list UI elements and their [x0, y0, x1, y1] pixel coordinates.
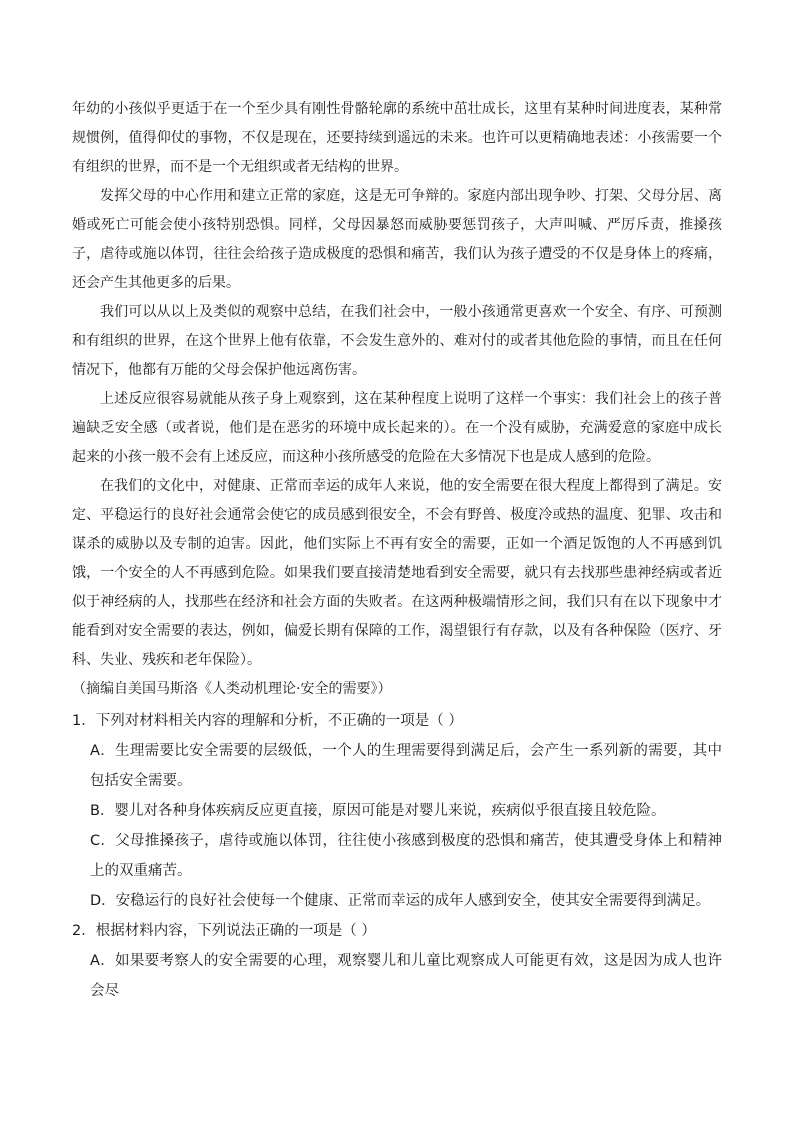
question-1 — [72, 706, 722, 916]
question-2 — [72, 916, 722, 1006]
option-b: B．婴儿对各种身体疾病反应更直接，原因可能是对婴儿来说，疾病似乎很直接且较危险。 — [90, 803, 666, 819]
document-page — [72, 95, 722, 1006]
option-c: C．父母推搡孩子，虐待或施以体罚，往往使小孩感到极度的恐惧和痛苦，使其遭受身体上和精神上的双重痛苦。 — [90, 833, 722, 879]
question-text: 下列对材料相关内容的理解和分析，不正确的一项是（ ） — [95, 713, 463, 729]
passage-paragraph-4: 上述反应很容易就能从孩子身上观察到，这在某种程度上说明了这样一个事实：我们社会上的孩子普遍缺乏安全感（或者说，他们是在恶劣的环境中成长起来的）。在一个没有威胁，充满爱意的家庭中成长起来的小孩一般不会有上述反应，而这种小孩所感受的危险在大多情况下也是成人感到的危险。 — [72, 391, 722, 465]
passage-paragraph-5: 在我们的文化中，对健康、正常而幸运的成年人来说，他的安全需要在很大程度上都得到了满足。安定、平稳运行的良好社会通常会使它的成员感到很安全，不会有野兽、极度冷或热的温度、犯罪、攻击和谋杀的威胁以及专制的迫害。因此，他们实际上不再有安全的需要，正如一个酒足饭饱的人不再感到饥饿，一个安全的人不再感到危险。如果我们要直接清楚地看到安全需要，就只有去找那些患神经病或者近似于神经病的人，找那些在经济和社会方面的失败者。在这两种极端情形之间，我们只有在以下现象中才能看到对安全需要的表达，例如，偏爱长期有保障的工作，渴望银行有存款，以及有各种保险（医疗、牙科、失业、残疾和老年保险）。 — [72, 478, 722, 668]
passage-paragraph-1: 年幼的小孩似乎更适于在一个至少具有刚性骨骼轮廓的系统中茁壮成长，这里有某种时间进度表，某种常规惯例，值得仰仗的事物，不仅是现在，还要持续到遥远的未来。也许可以更精确地表述：小孩需要一个有组织的世界，而不是一个无组织或者无结构的世界。 — [72, 101, 722, 175]
question-text: 根据材料内容，下列说法正确的一项是（ ） — [95, 923, 376, 939]
question-stem — [72, 706, 722, 736]
passage-paragraph-3: 我们可以从以上及类似的观察中总结，在我们社会中，一般小孩通常更喜欢一个安全、有序、可预测和有组织的世界，在这个世界上他有依靠，不会发生意外的、难对付的或者其他危险的事情，而且在任何情况下，他都有万能的父母会保护他远离伤害。 — [72, 304, 722, 378]
question-list — [72, 706, 722, 1006]
question-stem — [72, 916, 722, 946]
passage-paragraph-2: 发挥父母的中心作用和建立正常的家庭，这是无可争辩的。家庭内部出现争吵、打架、父母分居、离婚或死亡可能会使小孩特别恐惧。同样，父母因暴怒而威胁要惩罚孩子，大声叫喊、严厉斥责，推搡孩子，虐待或施以体罚，往往会给孩子造成极度的恐惧和痛苦，我们认为孩子遭受的不仅是身体上的疼痛，还会产生其他更多的后果。 — [72, 188, 722, 291]
option-d: D．安稳运行的良好社会使每一个健康、正常而幸运的成年人感到安全，使其安全需要得到满足。 — [90, 893, 711, 909]
question-number: 1． — [72, 713, 96, 729]
option-a: A．生理需要比安全需要的层级低，一个人的生理需要得到满足后，会产生一系列新的需要，其中包括安全需要。 — [90, 743, 722, 789]
passage-source: （摘编自美国马斯洛《人类动机理论·安全的需要》） — [72, 681, 392, 697]
option-a: A．如果要考察人的安全需要的心理，观察婴儿和儿童比观察成人可能更有效，这是因为成人也许会尽 — [90, 953, 722, 999]
question-number: 2． — [72, 923, 96, 939]
reading-passage — [72, 95, 722, 704]
